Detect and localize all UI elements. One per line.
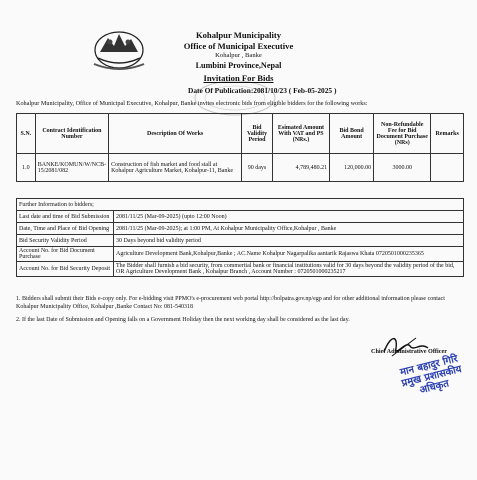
office-seal-watermark xyxy=(190,78,280,118)
info-row xyxy=(17,223,464,235)
info-value: Agriculture Development Bank,Kohalpur,Banke ; AC.Name Kohalpur Nagarpalika aantarik Rajaswa Khata 0720501000235365 xyxy=(114,247,464,262)
info-label: Account No. for Bid Security Deposit xyxy=(17,262,114,277)
cell-estimated-amount: 4,789,480.21 xyxy=(272,154,329,182)
cell-document-fee: 3000.00 xyxy=(374,154,431,182)
info-row xyxy=(17,211,464,223)
document-title: Invitation For Bids xyxy=(203,73,274,83)
table-row xyxy=(17,154,464,182)
column-header: Non-Refundable Fee for Bid Document Purchase (NRs) xyxy=(374,114,431,154)
column-header: Contract Identification Number xyxy=(35,114,108,154)
info-row xyxy=(17,262,464,277)
info-caption-row xyxy=(17,199,464,211)
province-name: Lumbini Province,Nepal xyxy=(195,61,282,70)
cell-sn: 1.0 xyxy=(17,154,36,182)
column-header: Bid Validity Period xyxy=(242,114,273,154)
bid-table xyxy=(16,113,464,182)
info-label: Account No. for Bid Document Purchase xyxy=(17,247,114,262)
column-header: Remarks xyxy=(431,114,464,154)
cell-validity: 90 days xyxy=(242,154,273,182)
info-label: Date, Time and Place of Bid Opening xyxy=(17,223,114,235)
info-label: Bid Security Validity Period xyxy=(17,235,114,247)
cell-remarks xyxy=(431,154,464,182)
further-info-table xyxy=(16,198,464,277)
info-label: Last date and time of Bid Submission xyxy=(17,211,114,223)
cell-contract-id: BANKE/KOMUN/W/NCB-15/2081/082 xyxy=(35,154,108,182)
office-address: Kohalpur , Banke xyxy=(215,52,262,59)
cell-description: Construction of fish market and food stall at Kohalpur Agriculture Market, Kohalpur-11, Banke xyxy=(109,154,242,182)
municipality-name: Kohalpur Municipality xyxy=(195,30,282,40)
note-2: 2. If the last Date of Submission and Opening falls on a Government Holiday then the next working day shall be considered as the last day. xyxy=(16,317,350,323)
office-name: Office of Municipal Executive xyxy=(183,41,294,51)
info-value: The Bidder shall furnish a bid security, from commertial bank or financial institutions valid for 30 days beyond the validity period of the bid, OR Agriculture Development Bank , Kohalpur Branch , Account Number : 0720501000235217 xyxy=(114,262,464,277)
cell-bid-bond: 120,000.00 xyxy=(330,154,374,182)
column-header: S.N. xyxy=(17,114,36,154)
column-header: Bid Bond Amount xyxy=(330,114,374,154)
note-1: 1. Bidders shall submit their Bids e-copy only. For e-bidding visit PPMO's e-procurement web portal http://bolpatra.gov.np/egp and for other additional information please contact Kohalpur Municipality Office, Kohalpur ,Banke Contact No: 081-540318 xyxy=(16,296,445,310)
official-stamp: मान बहादुर गिरि प्रमुख प्रशासकीय अधिकृत xyxy=(399,353,463,397)
signatory-title: Chief Administrative Officer xyxy=(371,348,447,355)
column-header: Esimated Amount With VAT and PS (NRs.) xyxy=(272,114,329,154)
info-row xyxy=(17,235,464,247)
intro-paragraph: Kohalpur Municipality, Office of Municipal Executive, Kohalpur, Banke invites electronic bids from eligible bidders for the following works: xyxy=(16,100,368,107)
info-value: 2081/11/25 (Mar-09-2025); at 1:00 PM, At Kohalpur Municipality Office,Kohalpur , Banke xyxy=(114,223,464,235)
info-value: 30 Days beyond bid validity period xyxy=(114,235,464,247)
table-header-row xyxy=(17,114,464,154)
info-row xyxy=(17,247,464,262)
column-header: Description Of Works xyxy=(109,114,242,154)
publication-date: Date Of Publication:2081/10/23 ( Feb-05-2025 ) xyxy=(188,86,337,95)
info-value: 2081/11/25 (Mar-09-2025) (upto 12:00 Noon) xyxy=(114,211,464,223)
info-caption: Further Information to bidders; xyxy=(17,199,464,211)
